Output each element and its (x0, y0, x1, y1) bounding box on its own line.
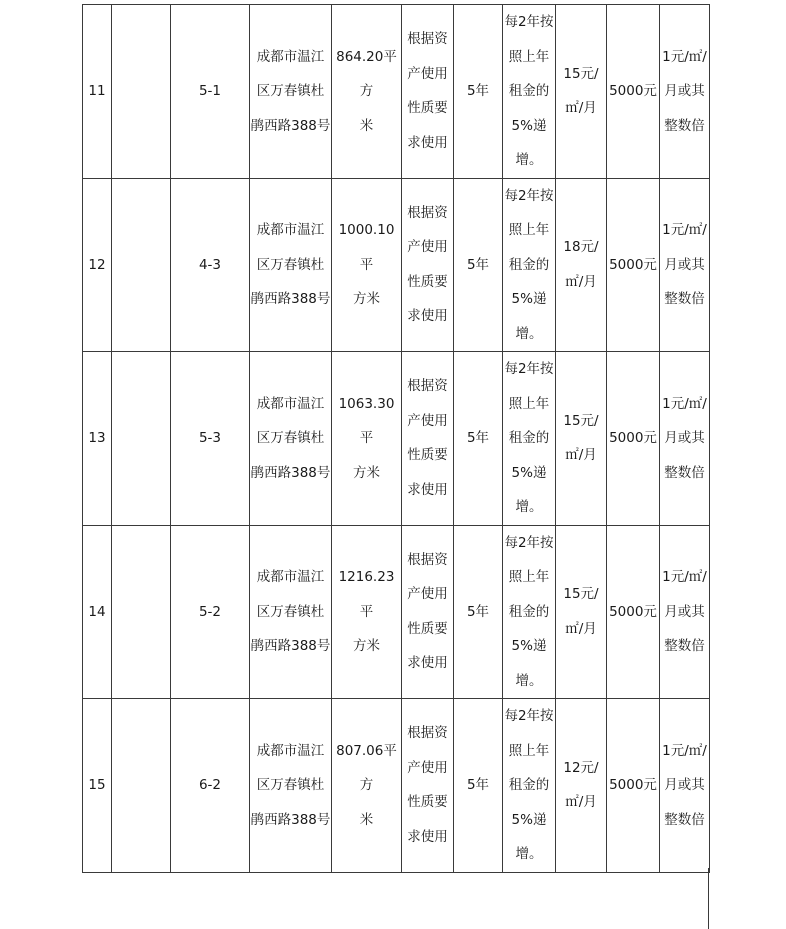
address-line: 鹃西路388号 (250, 811, 331, 828)
adjust-line: 租金的 (508, 83, 550, 99)
row-number: 15 (83, 699, 112, 873)
area-line: 米 (359, 117, 374, 134)
use-line: 求使用 (407, 308, 448, 325)
area-cell (332, 5, 402, 179)
table-row (83, 178, 710, 352)
adjust-line: 每2年按 (504, 14, 554, 30)
address-line: 鹃西路388号 (250, 638, 331, 654)
blank-cell (112, 5, 171, 179)
bid-increment-cell (660, 699, 710, 873)
address-line: 成都市温江 (256, 569, 325, 585)
adjust-line: 照上年 (508, 569, 550, 585)
adjust-line: 每2年按 (504, 187, 554, 204)
adjust-line: 5%递 (511, 638, 547, 654)
bid-increment-cell (660, 5, 710, 179)
increment-line: 1元/㎡/ (662, 569, 707, 585)
rent-adjust-cell (503, 699, 556, 873)
use-line: 求使用 (407, 828, 448, 845)
usage-cell (402, 5, 454, 179)
price-line: 15元/ (563, 412, 599, 429)
price-line: 15元/ (563, 65, 599, 82)
adjust-line: 租金的 (508, 256, 550, 273)
use-line: 根据资 (407, 204, 448, 221)
area-cell (332, 352, 402, 526)
table-row (83, 699, 710, 873)
adjust-line: 5%递 (511, 117, 547, 134)
area-line: 1000.10平 (338, 222, 395, 273)
price-line: ㎡/月 (565, 273, 597, 290)
adjust-line: 每2年按 (504, 534, 554, 551)
increment-line: 整数倍 (664, 811, 705, 828)
unit-number: 5-1 (171, 5, 250, 179)
rent-adjust-cell (503, 5, 556, 179)
area-line: 1063.30平 (338, 395, 395, 446)
base-price-cell (556, 699, 607, 873)
address-line: 区万春镇杜 (256, 256, 325, 273)
term-cell: 5年 (454, 5, 503, 179)
row-number: 13 (83, 352, 112, 526)
adjust-line: 增。 (515, 846, 543, 862)
table-row (83, 352, 710, 526)
address-line: 鹃西路388号 (250, 117, 331, 134)
increment-line: 月或其 (664, 603, 705, 620)
area-line: 1216.23平 (338, 569, 395, 620)
deposit-cell: 5000元 (607, 525, 660, 699)
use-line: 性质要 (407, 100, 448, 117)
adjust-line: 5%递 (511, 464, 547, 481)
address-cell (250, 352, 332, 526)
blank-cell (112, 352, 171, 526)
deposit-cell: 5000元 (607, 5, 660, 179)
adjust-line: 照上年 (508, 742, 550, 759)
row-number: 12 (83, 178, 112, 352)
use-line: 求使用 (407, 481, 448, 498)
increment-line: 1元/㎡/ (662, 48, 707, 65)
use-line: 性质要 (407, 620, 448, 637)
deposit-cell: 5000元 (607, 699, 660, 873)
area-line: 807.06平方 (336, 742, 397, 793)
increment-line: 月或其 (664, 430, 705, 446)
bid-increment-cell (660, 352, 710, 526)
deposit-cell: 5000元 (607, 352, 660, 526)
rent-adjust-cell (503, 352, 556, 526)
usage-cell (402, 699, 454, 873)
rent-adjust-cell (503, 178, 556, 352)
address-line: 区万春镇杜 (256, 83, 325, 99)
use-line: 产使用 (407, 586, 448, 603)
use-line: 求使用 (407, 655, 448, 672)
adjust-line: 增。 (515, 499, 543, 515)
base-price-cell (556, 525, 607, 699)
unit-number: 6-2 (171, 699, 250, 873)
increment-line: 月或其 (664, 777, 705, 793)
increment-line: 整数倍 (664, 638, 705, 654)
blank-cell (112, 178, 171, 352)
adjust-line: 照上年 (508, 395, 550, 412)
address-line: 区万春镇杜 (256, 603, 325, 620)
term-cell: 5年 (454, 178, 503, 352)
increment-line: 1元/㎡/ (662, 395, 707, 412)
price-line: 18元/ (563, 239, 599, 256)
adjust-line: 照上年 (508, 222, 550, 238)
area-line: 方米 (353, 464, 380, 481)
adjust-line: 增。 (515, 152, 543, 168)
use-line: 求使用 (407, 134, 448, 151)
price-line: ㎡/月 (565, 794, 597, 811)
row-number: 11 (83, 5, 112, 179)
term-cell: 5年 (454, 699, 503, 873)
use-line: 产使用 (407, 239, 448, 256)
increment-line: 1元/㎡/ (662, 742, 707, 759)
usage-cell (402, 352, 454, 526)
adjust-line: 照上年 (508, 48, 550, 65)
table-row (83, 5, 710, 179)
address-cell (250, 5, 332, 179)
area-cell (332, 178, 402, 352)
use-line: 根据资 (407, 551, 448, 568)
area-line: 方米 (353, 638, 380, 654)
price-line: ㎡/月 (565, 447, 597, 464)
address-cell (250, 699, 332, 873)
rent-adjust-cell (503, 525, 556, 699)
address-line: 成都市温江 (256, 48, 325, 65)
bid-increment-cell (660, 178, 710, 352)
address-line: 成都市温江 (256, 742, 325, 759)
unit-number: 5-3 (171, 352, 250, 526)
increment-line: 整数倍 (664, 117, 705, 134)
blank-cell (112, 525, 171, 699)
increment-line: 整数倍 (664, 464, 705, 481)
use-line: 根据资 (407, 725, 448, 742)
usage-cell (402, 525, 454, 699)
address-cell (250, 178, 332, 352)
adjust-line: 每2年按 (504, 361, 554, 377)
area-cell (332, 525, 402, 699)
address-line: 鹃西路388号 (250, 291, 331, 307)
right-edge-line (708, 868, 709, 929)
use-line: 根据资 (407, 378, 448, 395)
term-cell: 5年 (454, 525, 503, 699)
increment-line: 1元/㎡/ (662, 222, 707, 238)
unit-number: 4-3 (171, 178, 250, 352)
area-cell (332, 699, 402, 873)
use-line: 性质要 (407, 447, 448, 464)
increment-line: 月或其 (664, 83, 705, 99)
price-line: ㎡/月 (565, 620, 597, 637)
base-price-cell (556, 5, 607, 179)
adjust-line: 租金的 (508, 430, 550, 446)
address-line: 成都市温江 (256, 222, 325, 238)
bid-increment-cell (660, 525, 710, 699)
adjust-line: 租金的 (508, 777, 550, 793)
unit-number: 5-2 (171, 525, 250, 699)
use-line: 产使用 (407, 412, 448, 429)
use-line: 性质要 (407, 273, 448, 290)
increment-line: 月或其 (664, 256, 705, 273)
use-line: 性质要 (407, 794, 448, 811)
blank-cell (112, 699, 171, 873)
address-cell (250, 525, 332, 699)
use-line: 根据资 (407, 31, 448, 48)
address-line: 区万春镇杜 (256, 430, 325, 446)
area-line: 方米 (353, 291, 380, 307)
increment-line: 整数倍 (664, 291, 705, 307)
table-row (83, 525, 710, 699)
adjust-line: 增。 (515, 325, 543, 342)
table-body (83, 5, 710, 873)
area-line: 864.20平方 (336, 48, 397, 99)
address-line: 成都市温江 (256, 395, 325, 412)
address-line: 区万春镇杜 (256, 777, 325, 793)
price-line: 15元/ (563, 586, 599, 603)
use-line: 产使用 (407, 65, 448, 82)
adjust-line: 5%递 (511, 811, 547, 828)
price-line: ㎡/月 (565, 100, 597, 117)
asset-lease-table (82, 4, 710, 873)
adjust-line: 增。 (515, 672, 543, 689)
deposit-cell: 5000元 (607, 178, 660, 352)
address-line: 鹃西路388号 (250, 464, 331, 481)
row-number: 14 (83, 525, 112, 699)
area-line: 米 (359, 811, 374, 828)
usage-cell (402, 178, 454, 352)
price-line: 12元/ (563, 759, 599, 776)
adjust-line: 5%递 (511, 291, 547, 307)
base-price-cell (556, 352, 607, 526)
base-price-cell (556, 178, 607, 352)
term-cell: 5年 (454, 352, 503, 526)
adjust-line: 租金的 (508, 603, 550, 620)
adjust-line: 每2年按 (504, 708, 554, 724)
use-line: 产使用 (407, 759, 448, 776)
